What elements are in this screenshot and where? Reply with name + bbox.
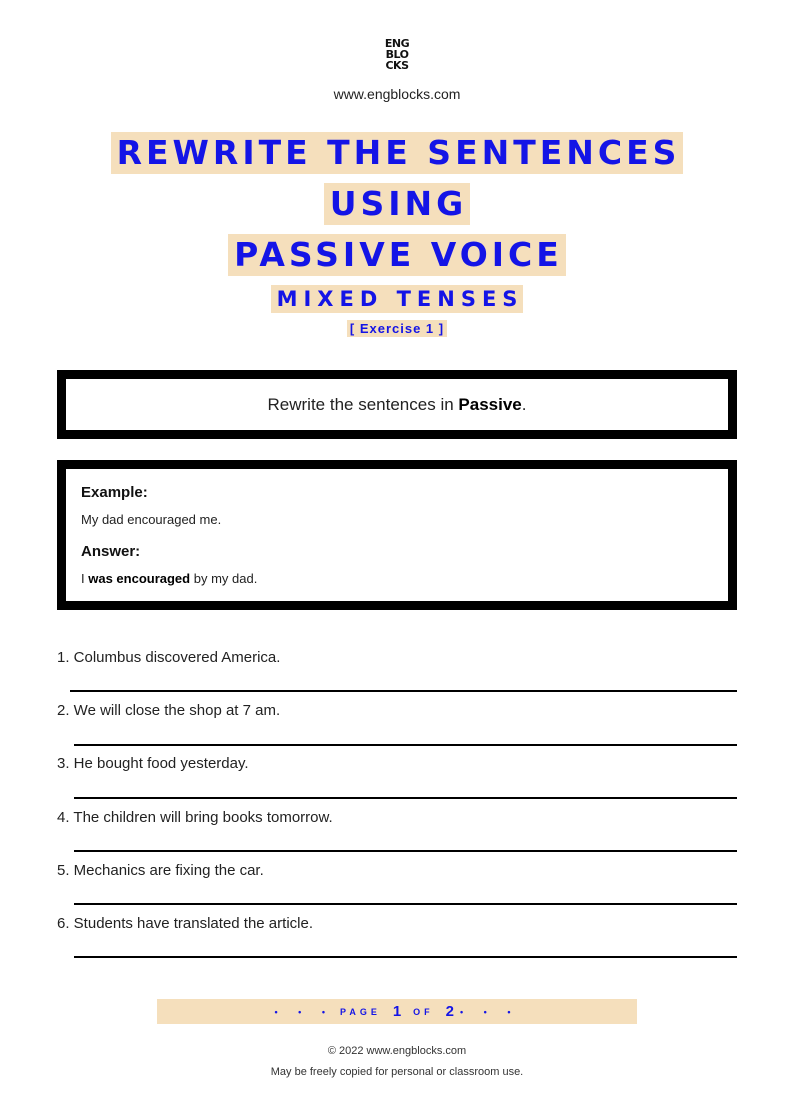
page-indicator — [157, 999, 637, 1024]
title-line-3-text: PASSIVE VOICE — [228, 234, 566, 276]
logo-line-3: CKS — [385, 59, 409, 72]
answer-line-1[interactable] — [70, 690, 737, 692]
subtitle-text: MIXED TENSES — [271, 285, 524, 313]
answer-line-5[interactable] — [74, 903, 737, 905]
copyright-text: © 2022 www.engblocks.com — [327, 1045, 467, 1057]
question-3: 3. He bought food yesterday. — [57, 755, 249, 772]
logo-line-2: BLO — [385, 48, 409, 61]
title-line-1 — [0, 132, 794, 174]
answer-sentence — [81, 571, 257, 586]
answer-suffix: by my dad. — [190, 571, 258, 586]
answer-line-2[interactable] — [74, 744, 737, 746]
of-word: OF — [413, 1006, 434, 1017]
current-page-number: 1 — [392, 1003, 402, 1020]
engblocks-logo — [379, 38, 415, 71]
answer-emphasis: was encouraged — [88, 571, 191, 586]
title-line-1-text: REWRITE THE SENTENCES — [111, 132, 684, 174]
title-line-2 — [0, 183, 794, 225]
page-word: PAGE — [339, 1006, 381, 1017]
title-line-2-text: USING — [324, 183, 471, 225]
instruction-box — [57, 370, 737, 439]
answer-prefix: I — [81, 571, 89, 586]
question-4: 4. The children will bring books tomorrow. — [57, 809, 333, 826]
exercise-tag — [0, 320, 794, 338]
answer-label: Answer: — [81, 543, 141, 560]
instruction-prefix: Rewrite the sentences in — [267, 394, 459, 414]
page-dots-right: • • • — [460, 1006, 520, 1017]
license-text: May be freely copied for personal or classroom use. — [270, 1066, 524, 1078]
answer-line-3[interactable] — [74, 797, 737, 799]
instruction-text — [268, 395, 527, 415]
instruction-emphasis: Passive — [458, 394, 522, 414]
site-url[interactable]: www.engblocks.com — [333, 86, 461, 102]
question-6: 6. Students have translated the article. — [57, 915, 313, 932]
example-sentence: My dad encouraged me. — [81, 512, 222, 527]
example-label: Example: — [81, 484, 148, 501]
answer-line-6[interactable] — [74, 956, 737, 958]
exercise-tag-text: [ Exercise 1 ] — [347, 320, 447, 337]
page-dots-left: • • • — [274, 1006, 334, 1017]
question-2: 2. We will close the shop at 7 am. — [57, 702, 281, 719]
subtitle — [0, 285, 794, 313]
title-line-3 — [0, 234, 794, 276]
question-1: 1. Columbus discovered America. — [57, 649, 281, 666]
logo-line-1: ENG — [384, 37, 410, 50]
question-5: 5. Mechanics are fixing the car. — [57, 862, 264, 879]
total-pages-number: 2 — [445, 1003, 455, 1020]
instruction-suffix: . — [521, 394, 527, 414]
example-box — [57, 460, 737, 610]
answer-line-4[interactable] — [74, 850, 737, 852]
